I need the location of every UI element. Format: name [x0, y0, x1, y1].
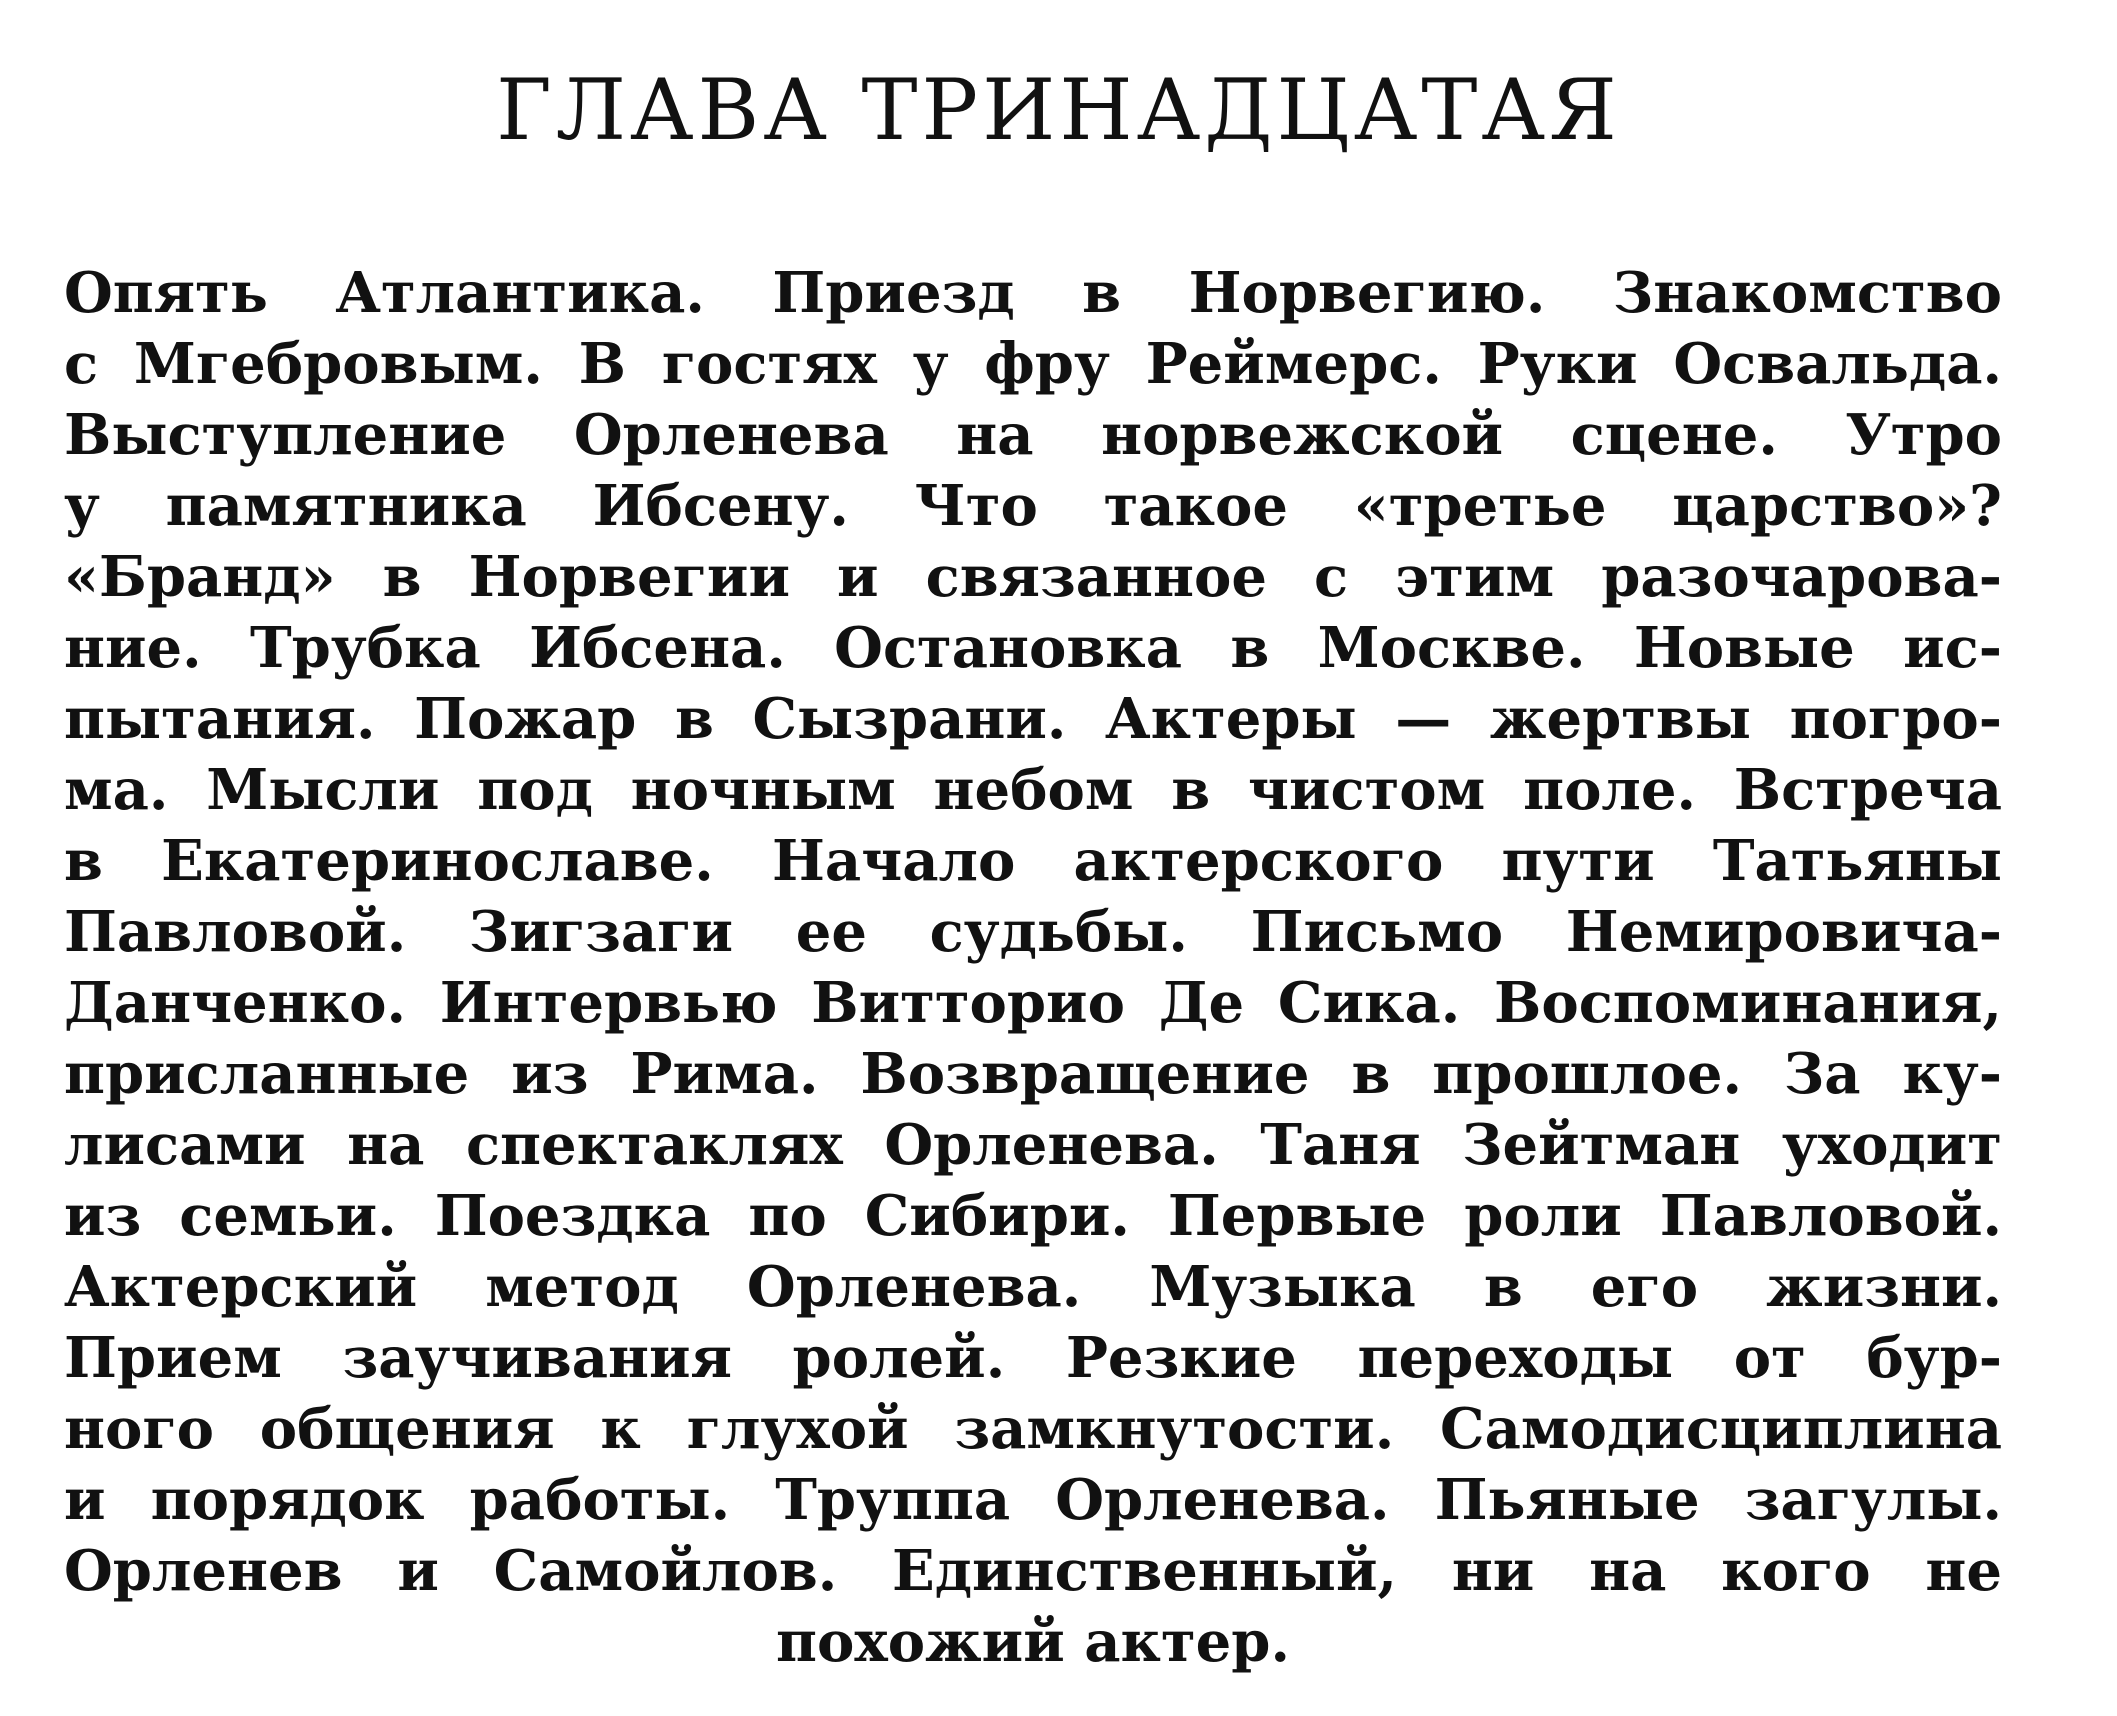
synopsis-line: Орленев и Самойлов. Единственный, ни на кого не — [64, 1538, 2002, 1604]
synopsis-line: и порядок работы. Труппа Орленева. Пьяные загулы. — [64, 1467, 2002, 1533]
synopsis-line: из семьи. Поездка по Сибири. Первые роли Павловой. — [64, 1183, 2002, 1249]
synopsis-line: в Екатеринославе. Начало актерского пути Татьяны — [64, 828, 2002, 894]
synopsis-line: присланные из Рима. Возвращение в прошлое. За ку- — [64, 1041, 2002, 1107]
synopsis-line: Опять Атлантика. Приезд в Норвегию. Знакомство — [64, 260, 2002, 326]
synopsis-line: Актерский метод Орленева. Музыка в его жизни. — [64, 1254, 2002, 1320]
chapter-title: ГЛАВА ТРИНАДЦАТАЯ — [496, 61, 1621, 159]
synopsis-line: у памятника Ибсену. Что такое «третье царство»? — [64, 473, 2002, 539]
synopsis-line: ного общения к глухой замкнутости. Самодисциплина — [64, 1396, 2002, 1462]
synopsis-line: Данченко. Интервью Витторио Де Сика. Воспоминания, — [64, 970, 2002, 1036]
synopsis-line: с Мгебровым. В гостях у фру Реймерс. Руки Освальда. — [64, 331, 2002, 397]
synopsis-line: ма. Мысли под ночным небом в чистом поле. Встреча — [64, 757, 2002, 823]
synopsis-line: «Бранд» в Норвегии и связанное с этим разочарова- — [64, 544, 2002, 610]
synopsis-line: ние. Трубка Ибсена. Остановка в Москве. Новые ис- — [64, 615, 2002, 681]
chapter-synopsis — [64, 258, 2002, 1678]
synopsis-line: лисами на спектаклях Орленева. Таня Зейтман уходит — [64, 1112, 2002, 1178]
synopsis-line: похожий актер. — [776, 1609, 1290, 1675]
synopsis-line: Прием заучивания ролей. Резкие переходы от бур- — [64, 1325, 2002, 1391]
synopsis-line: Выступление Орленева на норвежской сцене. Утро — [64, 402, 2002, 468]
synopsis-line: Павловой. Зигзаги ее судьбы. Письмо Немировича- — [64, 899, 2002, 965]
synopsis-line: пытания. Пожар в Сызрани. Актеры — жертвы погро- — [64, 686, 2002, 752]
